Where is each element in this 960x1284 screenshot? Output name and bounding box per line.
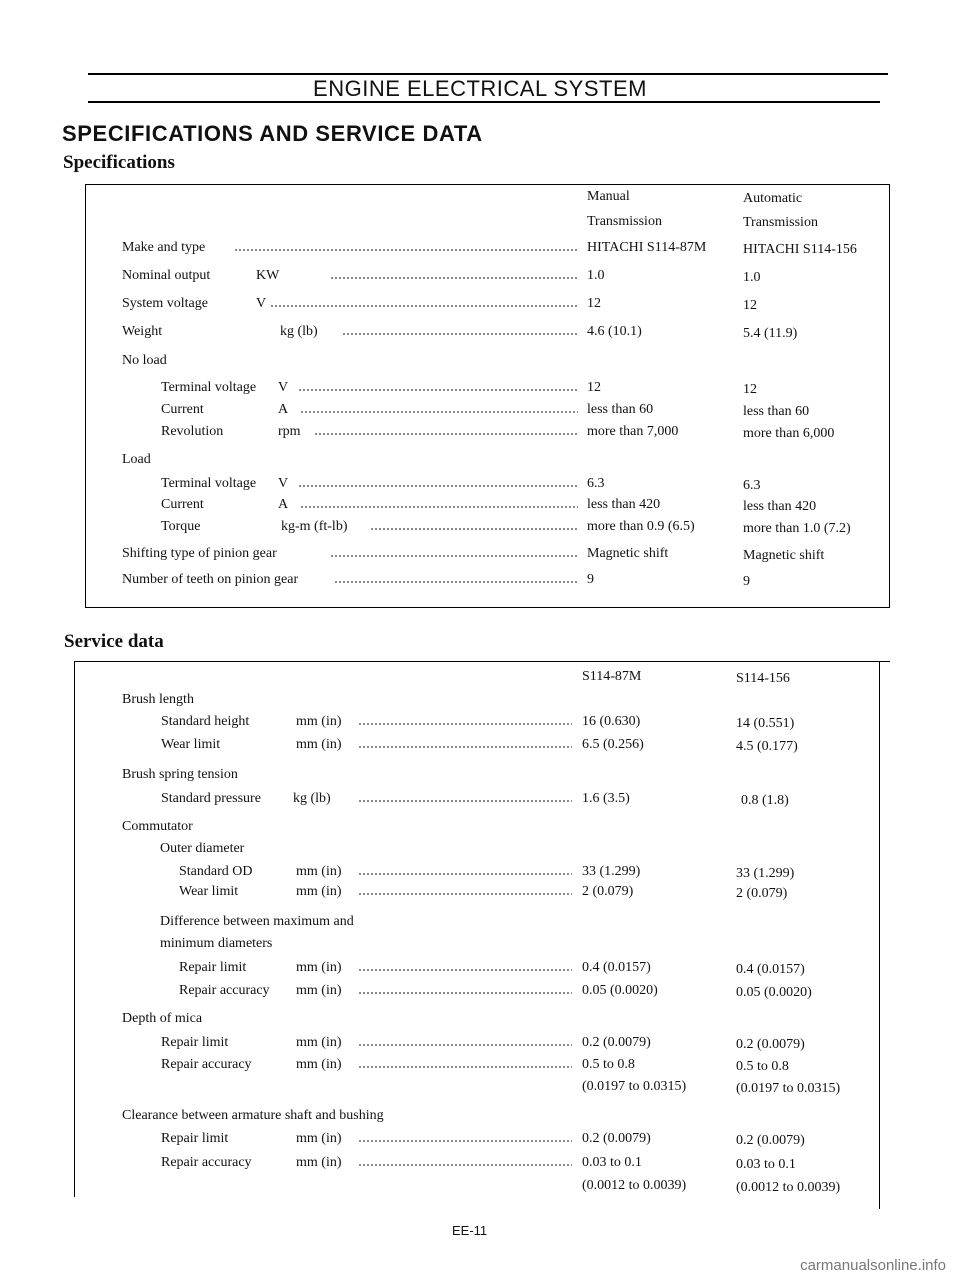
- spec-row-value-manual: 6.3: [587, 476, 605, 491]
- spec-box-left: [85, 184, 86, 608]
- spec-row-unit: rpm: [278, 424, 301, 439]
- svc-box-right: [879, 661, 880, 1209]
- svc-row-value-automatic: (0.0197 to 0.0315): [736, 1081, 841, 1096]
- spec-row-value-manual: 12: [587, 296, 601, 311]
- svc-row-value-manual: 0.05 (0.0020): [582, 983, 658, 998]
- spec-row-value-manual: 12: [587, 380, 601, 395]
- spec-row-label: Current: [161, 497, 204, 512]
- svc-box-top: [74, 661, 890, 662]
- spec-row-value-manual: 1.0: [587, 268, 605, 283]
- svc-row-value-manual: 0.5 to 0.8: [582, 1057, 635, 1072]
- spec-row-leader-dots: [370, 527, 578, 533]
- svc-row-label: Brush length: [122, 692, 194, 707]
- svc-row-unit: mm (in): [296, 960, 342, 975]
- spec-row-value-manual: HITACHI S114-87M: [587, 240, 707, 255]
- spec-row-value-automatic: 9: [743, 574, 750, 589]
- spec-row-unit: KW: [256, 268, 280, 283]
- svc-row-label: minimum diameters: [160, 936, 273, 951]
- spec-row-label: Nominal output: [122, 268, 211, 283]
- svc-row-leader-dots: [358, 1043, 572, 1049]
- svc-row-leader-dots: [358, 1163, 572, 1169]
- svc-row-leader-dots: [358, 1065, 572, 1071]
- svc-row-label: Outer diameter: [160, 841, 245, 856]
- spec-row-label: Shifting type of pinion gear: [122, 546, 277, 561]
- svc-row-label: Difference between maximum and: [160, 914, 354, 929]
- spec-row-label: Revolution: [161, 424, 224, 439]
- svc-row-label: Repair accuracy: [161, 1057, 252, 1072]
- svc-row-leader-dots: [358, 892, 572, 898]
- spec-row-leader-dots: [330, 276, 578, 282]
- spec-row-value-automatic: 12: [743, 298, 757, 313]
- svc-row-value-automatic: 0.5 to 0.8: [736, 1059, 789, 1074]
- spec-row-label: No load: [122, 353, 167, 368]
- svc-row-unit: mm (in): [296, 1131, 342, 1146]
- spec-row-leader-dots: [342, 332, 578, 338]
- svc-row-value-automatic: 4.5 (0.177): [736, 739, 798, 754]
- svc-row-label: Commutator: [122, 819, 193, 834]
- svc-row-leader-dots: [358, 1139, 572, 1145]
- spec-row-unit: kg (lb): [280, 324, 318, 339]
- svc-row-value-manual: 33 (1.299): [582, 864, 641, 879]
- svc-row-unit: mm (in): [296, 864, 342, 879]
- header-rule-bottom: [88, 101, 880, 103]
- spec-row-label: Make and type: [122, 240, 206, 255]
- svc-row-value-manual: 0.2 (0.0079): [582, 1131, 651, 1146]
- spec-row-value-automatic: 12: [743, 382, 757, 397]
- svc-row-leader-dots: [358, 745, 572, 751]
- spec-row-value-manual: Magnetic shift: [587, 546, 669, 561]
- svc-box-left: [74, 661, 75, 1197]
- svc-row-value-manual: 6.5 (0.256): [582, 737, 644, 752]
- spec-row-unit: A: [278, 402, 289, 417]
- svc-col-auto: S114-156: [736, 671, 790, 686]
- svc-row-leader-dots: [358, 722, 572, 728]
- spec-row-value-automatic: more than 1.0 (7.2): [743, 521, 851, 536]
- spec-row-value-automatic: less than 420: [743, 499, 817, 514]
- spec-row-label: Current: [161, 402, 204, 417]
- svc-row-leader-dots: [358, 968, 572, 974]
- svc-row-label: Clearance between armature shaft and bushing: [122, 1108, 384, 1123]
- spec-row-leader-dots: [270, 304, 578, 310]
- spec-row-label: Weight: [122, 324, 163, 339]
- svc-row-value-automatic: 0.2 (0.0079): [736, 1133, 805, 1148]
- spec-row-label: Number of teeth on pinion gear: [122, 572, 299, 587]
- spec-row-value-manual: less than 60: [587, 402, 654, 417]
- spec-box-right: [889, 184, 890, 608]
- svc-row-value-manual: 0.4 (0.0157): [582, 960, 651, 975]
- svc-row-value-manual: (0.0012 to 0.0039): [582, 1178, 687, 1193]
- spec-row-value-automatic: more than 6,000: [743, 426, 835, 441]
- svc-row-label: Brush spring tension: [122, 767, 238, 782]
- svc-row-leader-dots: [358, 991, 572, 997]
- svc-row-label: Wear limit: [179, 884, 239, 899]
- svc-row-label: Repair accuracy: [161, 1155, 252, 1170]
- svc-row-unit: mm (in): [296, 983, 342, 998]
- svc-row-value-automatic: 33 (1.299): [736, 866, 795, 881]
- spec-col-auto-line1: Automatic: [743, 191, 803, 206]
- spec-row-value-manual: 4.6 (10.1): [587, 324, 642, 339]
- spec-row-unit: V: [256, 296, 267, 311]
- svc-row-value-manual: 16 (0.630): [582, 714, 641, 729]
- spec-row-leader-dots: [334, 580, 578, 586]
- svc-row-unit: mm (in): [296, 737, 342, 752]
- svc-row-label: Standard pressure: [161, 791, 261, 806]
- svc-col-manual: S114-87M: [582, 669, 642, 684]
- watermark: carmanualsonline.info: [800, 1257, 946, 1274]
- svc-row-label: Repair accuracy: [179, 983, 270, 998]
- spec-row-leader-dots: [300, 505, 578, 511]
- svc-row-label: Repair limit: [179, 960, 247, 975]
- spec-row-value-automatic: Magnetic shift: [743, 548, 825, 563]
- page-title: SPECIFICATIONS AND SERVICE DATA: [62, 121, 483, 146]
- svc-row-unit: mm (in): [296, 1057, 342, 1072]
- spec-row-value-manual: more than 7,000: [587, 424, 679, 439]
- svc-row-leader-dots: [358, 799, 572, 805]
- spec-row-label: Torque: [161, 519, 201, 534]
- spec-row-value-automatic: 5.4 (11.9): [743, 326, 798, 341]
- svc-row-unit: mm (in): [296, 1155, 342, 1170]
- service-data-heading: Service data: [64, 631, 164, 652]
- spec-box-bottom: [85, 607, 890, 608]
- spec-row-leader-dots: [330, 554, 578, 560]
- svc-row-label: Standard height: [161, 714, 250, 729]
- svc-row-value-manual: 2 (0.079): [582, 884, 634, 899]
- spec-row-label: Load: [122, 452, 151, 467]
- spec-row-leader-dots: [234, 248, 578, 254]
- spec-row-label: System voltage: [122, 296, 208, 311]
- svc-row-label: Wear limit: [161, 737, 221, 752]
- spec-box-top: [85, 184, 890, 185]
- svc-row-value-manual: 1.6 (3.5): [582, 791, 630, 806]
- spec-row-leader-dots: [314, 432, 578, 438]
- spec-row-unit: V: [278, 476, 289, 491]
- svc-row-unit: mm (in): [296, 714, 342, 729]
- spec-col-manual-line1: Manual: [587, 189, 630, 204]
- spec-row-value-automatic: 6.3: [743, 478, 761, 493]
- spec-row-unit: kg-m (ft-lb): [281, 519, 348, 534]
- svc-row-value-automatic: (0.0012 to 0.0039): [736, 1180, 841, 1195]
- spec-row-value-manual: 9: [587, 572, 594, 587]
- spec-col-manual-line2: Transmission: [587, 214, 662, 229]
- svc-row-label: Repair limit: [161, 1131, 229, 1146]
- svc-row-value-automatic: 2 (0.079): [736, 886, 788, 901]
- spec-row-leader-dots: [298, 388, 578, 394]
- svc-row-label: Depth of mica: [122, 1011, 203, 1026]
- svc-row-value-automatic: 0.05 (0.0020): [736, 985, 812, 1000]
- specifications-heading: Specifications: [63, 152, 175, 173]
- spec-row-leader-dots: [298, 484, 578, 490]
- svc-row-value-automatic: 0.2 (0.0079): [736, 1037, 805, 1052]
- svc-row-value-manual: 0.03 to 0.1: [582, 1155, 642, 1170]
- spec-row-label: Terminal voltage: [161, 476, 257, 491]
- svc-row-label: Standard OD: [179, 864, 253, 879]
- svc-row-value-automatic: 14 (0.551): [736, 716, 795, 731]
- svc-row-value-automatic: 0.03 to 0.1: [736, 1157, 796, 1172]
- svc-row-value-manual: (0.0197 to 0.0315): [582, 1079, 687, 1094]
- page-number: EE-11: [452, 1223, 488, 1238]
- spec-row-leader-dots: [300, 410, 578, 416]
- svc-row-unit: mm (in): [296, 884, 342, 899]
- svc-row-label: Repair limit: [161, 1035, 229, 1050]
- svc-row-value-automatic: 0.4 (0.0157): [736, 962, 805, 977]
- spec-row-value-manual: more than 0.9 (6.5): [587, 519, 695, 534]
- header-title: ENGINE ELECTRICAL SYSTEM: [313, 76, 647, 101]
- spec-col-auto-line2: Transmission: [743, 215, 818, 230]
- spec-row-unit: A: [278, 497, 289, 512]
- svc-row-value-manual: 0.2 (0.0079): [582, 1035, 651, 1050]
- header-rule-top: [88, 73, 888, 75]
- svc-row-unit: kg (lb): [293, 791, 331, 806]
- svc-row-leader-dots: [358, 872, 572, 878]
- svc-row-value-automatic: 0.8 (1.8): [741, 793, 789, 808]
- spec-row-value-automatic: HITACHI S114-156: [743, 242, 857, 257]
- spec-row-value-automatic: less than 60: [743, 404, 810, 419]
- spec-row-unit: V: [278, 380, 289, 395]
- svc-row-unit: mm (in): [296, 1035, 342, 1050]
- spec-row-value-manual: less than 420: [587, 497, 661, 512]
- spec-row-label: Terminal voltage: [161, 380, 257, 395]
- spec-row-value-automatic: 1.0: [743, 270, 761, 285]
